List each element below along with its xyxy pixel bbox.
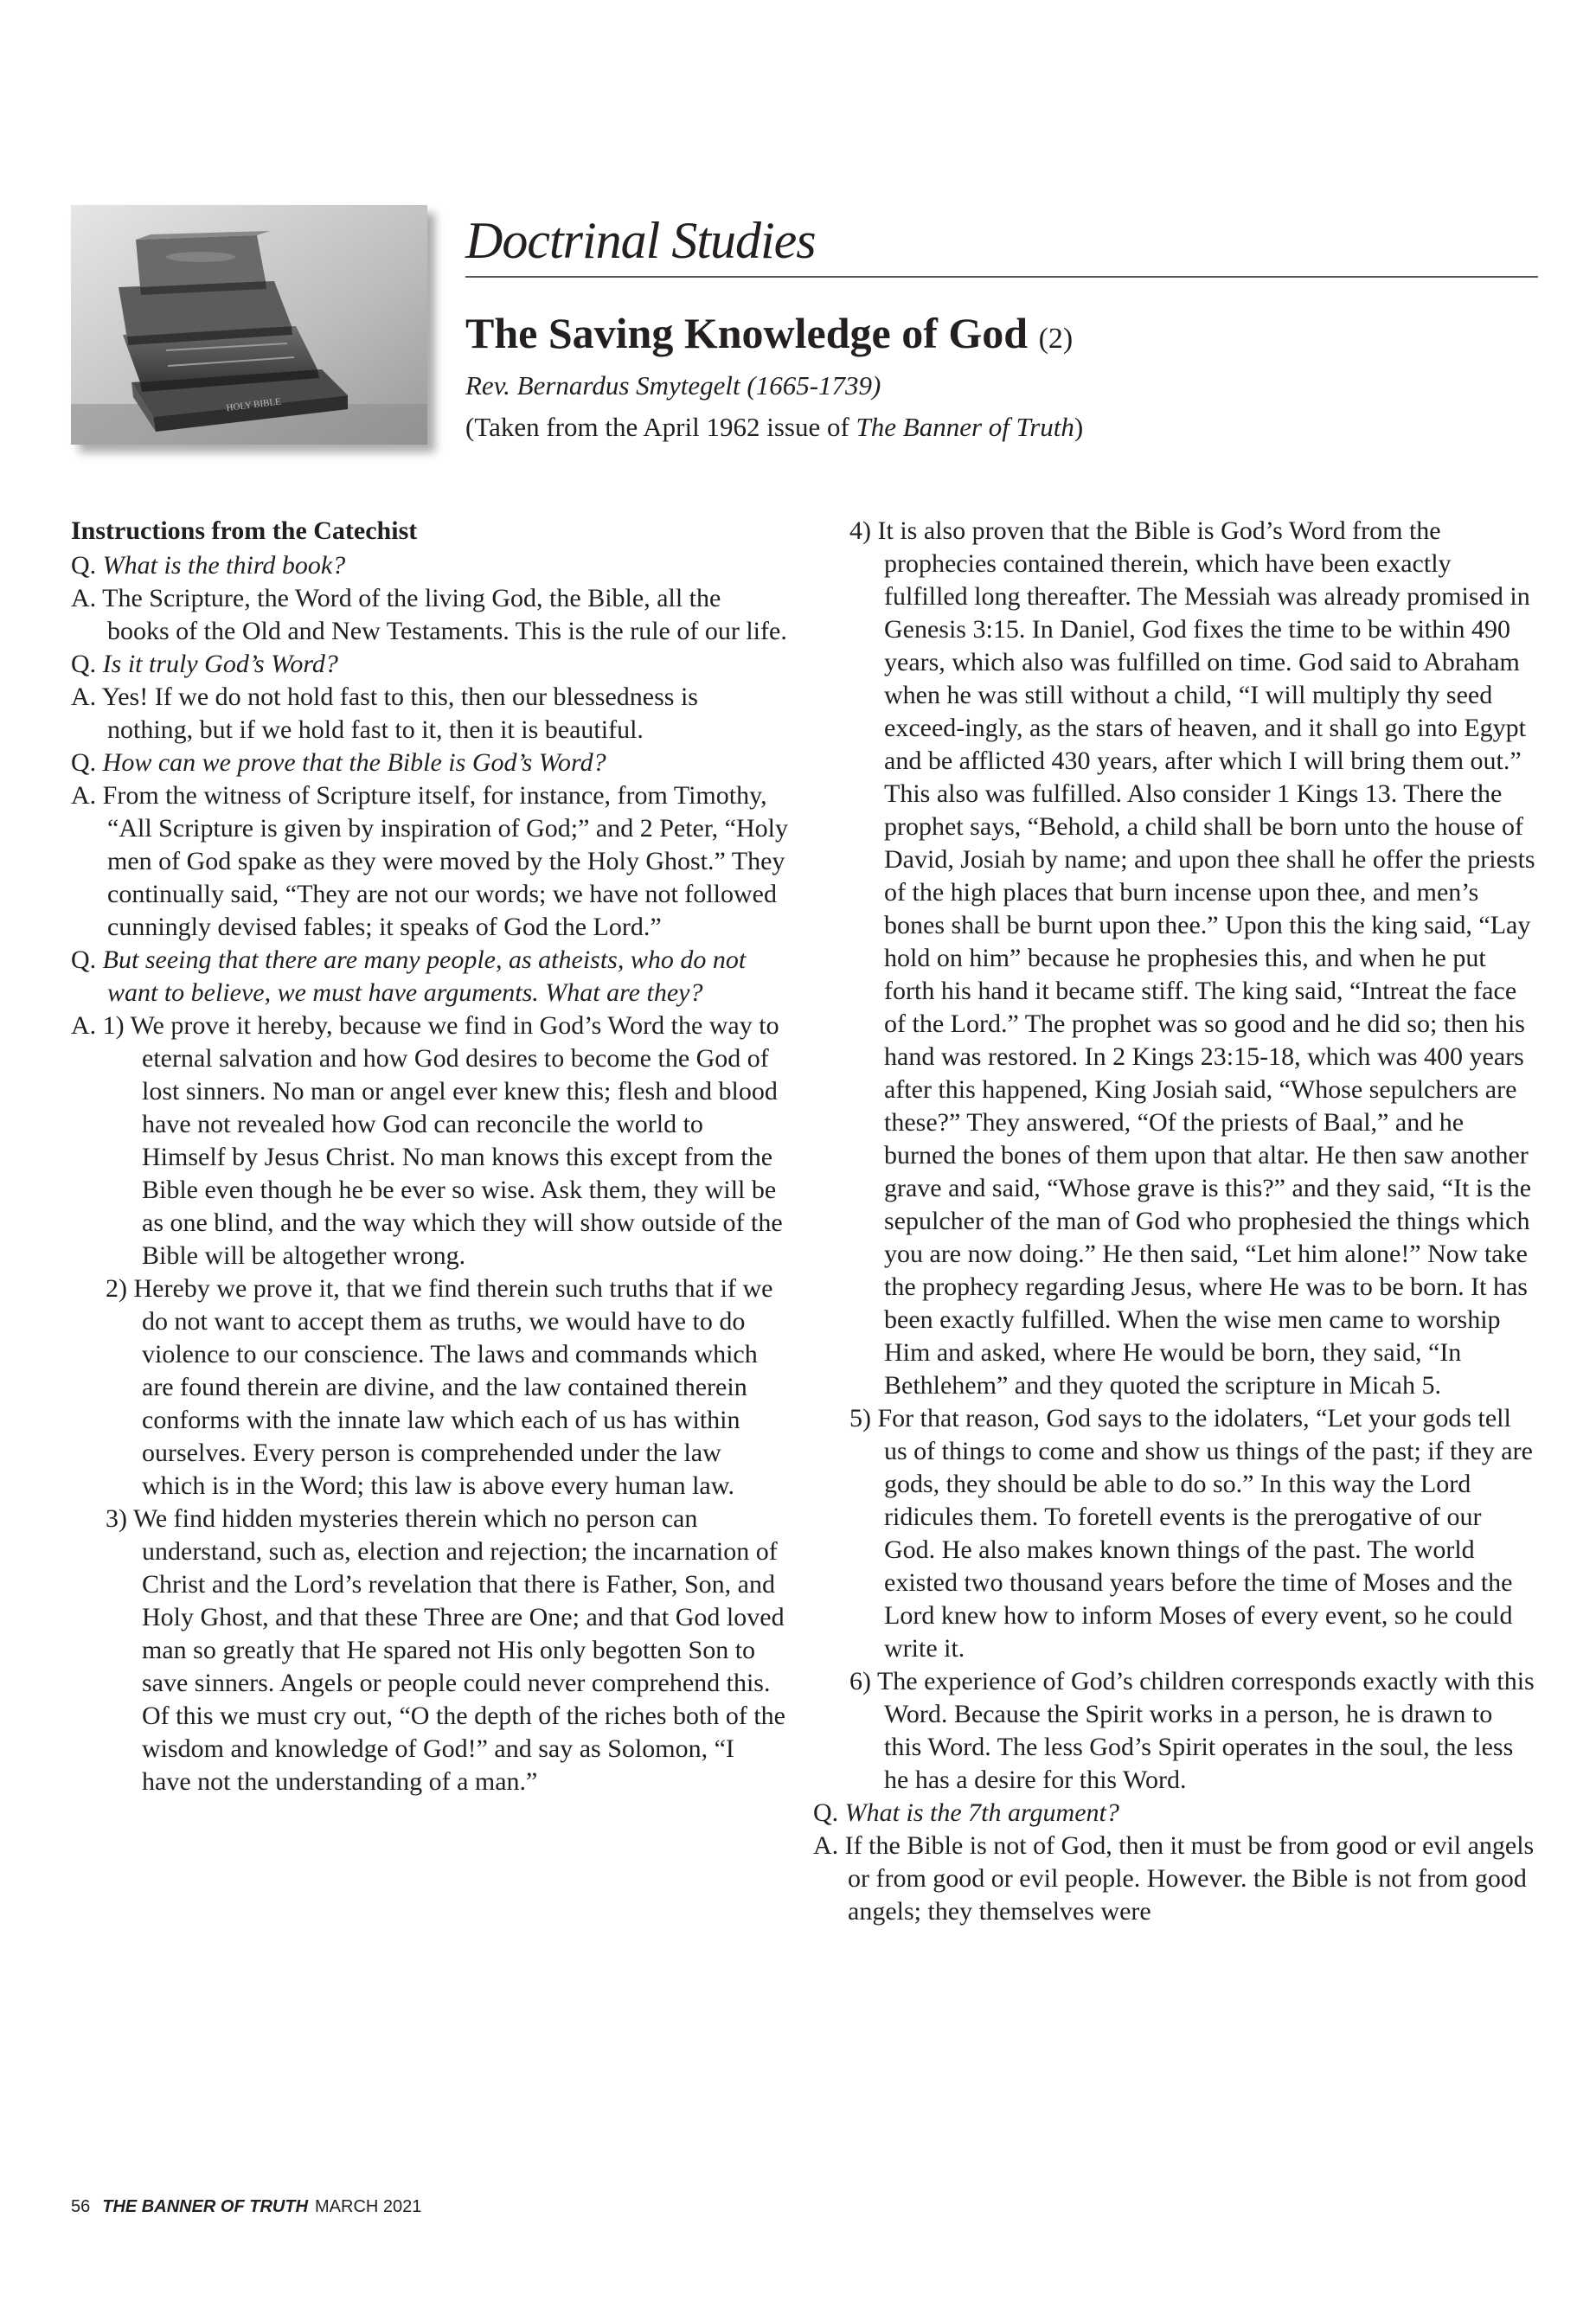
argument-1 — [71, 1009, 789, 1272]
answer-1 — [71, 582, 789, 648]
a-text: The Scripture, the Word of the living God, the Bible, all the books of the Old and New Testaments. This is the rule of our life. — [102, 584, 787, 645]
a-label: A. — [71, 683, 102, 711]
argument-6 — [813, 1665, 1535, 1797]
argument-5 — [813, 1402, 1535, 1665]
books-photo — [71, 205, 427, 445]
argument-text: We find hidden mysteries therein which no person can understand, such as, election and rejection; the incarnation of Christ and the Lord’s revelation that there is Father, Son, and Holy Ghost, and that these Three are One; and that God loved man so greatly that He spared not His only begotten Son to save sinners. Angels or people could never comprehend this. Of this we must cry out, “O the depth of the riches both of the wisdom and knowledge of God!” and say as Solomon, “I have not the understanding of a man.” — [132, 1504, 785, 1796]
magazine-name: THE BANNER OF TRUTH — [102, 2197, 309, 2216]
source-prefix: (Taken from the April 1962 issue of — [465, 412, 856, 442]
question-5 — [813, 1797, 1535, 1830]
question-2 — [71, 648, 789, 681]
argument-3 — [71, 1503, 789, 1798]
argument-number: 3) — [106, 1504, 133, 1533]
a-label: A. — [71, 584, 103, 612]
question-1 — [71, 549, 789, 582]
q-text: How can we prove that the Bible is God’s Word? — [102, 748, 606, 777]
a-text: If the Bible is not of God, then it must be from good or evil angels or from good or evil people. However. the Bible is not from good angels; they themselves were — [844, 1831, 1535, 1926]
page-footer — [71, 2197, 421, 2217]
source-publication: The Banner of Truth — [856, 412, 1074, 442]
article-title-text: The Saving Knowledge of God — [465, 309, 1029, 357]
section-title: Doctrinal Studies — [465, 212, 816, 269]
page-number: 56 — [71, 2197, 91, 2216]
header-rule — [465, 276, 1538, 278]
argument-text: The experience of God’s children corresponds exactly with this Word. Because the Spirit works in a person, he is drawn to this Word. The less God’s Spirit operates in the soul, the less he has a desire for this Word. — [876, 1667, 1535, 1794]
q-text: What is the third book? — [102, 551, 346, 580]
stacked-books-image — [71, 205, 427, 445]
argument-text: We prove it hereby, because we find in God’s Word the way to eternal salvation and how God desires to become the God of lost sinners. No man or angel ever knew this; flesh and blood have not revealed how God can reconcile the world to Himself by Jesus Christ. No man knows this except from the Bible even though he be ever so wise. Ask them, they will be as one blind, and the way which they will show outside of the Bible will be altogether wrong. — [130, 1011, 783, 1270]
argument-text: For that reason, God says to the idolaters, “Let your gods tell us of things to come and show us things of the past; if they are gods, they should be able to do so.” In this way the Lord ridicules them. To foretell events is the prerogative of our God. He also makes known things of the past. The world existed two thousand years before the time of Moses and the Lord knew how to inform Moses of every event, so he could write it. — [877, 1404, 1533, 1663]
answer-2 — [71, 681, 789, 747]
spine-text: HOLY BIBLE — [225, 396, 282, 413]
argument-4 — [813, 515, 1535, 1402]
issue-date: MARCH 2021 — [315, 2197, 422, 2216]
a-label: A. — [71, 781, 103, 810]
source-note — [465, 412, 1083, 443]
q-text: What is the 7th argument? — [844, 1798, 1119, 1827]
a-label: A. — [813, 1831, 845, 1860]
author-byline: Rev. Bernardus Smytegelt (1665-1739) — [465, 370, 881, 401]
a-label: A. — [71, 1011, 103, 1040]
answer-3 — [71, 779, 789, 944]
argument-number: 6) — [849, 1667, 877, 1695]
left-column — [71, 515, 789, 1798]
q-label: Q. — [71, 551, 103, 580]
argument-number: 2) — [106, 1274, 134, 1303]
argument-number: 4) — [849, 516, 878, 545]
question-4 — [71, 944, 789, 1009]
q-text: But seeing that there are many people, as atheists, who do not want to believe, we must have arguments. What are they? — [102, 945, 747, 1007]
right-column — [813, 515, 1535, 1928]
argument-number: 1) — [102, 1011, 131, 1040]
article-title — [465, 311, 1073, 355]
a-text: Yes! If we do not hold fast to this, then our blessedness is nothing, but if we hold fast to it, then it is beautiful. — [101, 683, 698, 744]
argument-2 — [71, 1272, 789, 1503]
q-label: Q. — [813, 1798, 845, 1827]
argument-text: It is also proven that the Bible is God’s Word from the prophecies contained therein, which have been exactly fulfilled long thereafter. The Messiah was already promised in Genesis 3:15. In Daniel, God fixes the time to be within 490 years, which also was fulfilled on time. God said to Abraham when he was still without a child, “I will multiply thy seed exceed-ingly, as the stars of heaven, and it shall go into Egypt and be afflicted 430 years, after which I will bring them out.” This also was fulfilled. Also consider 1 Kings 13. There the prophet says, “Behold, a child shall be born unto the house of David, Josiah by name; and upon thee shall he offer the priests of the high places that burn incense upon thee, and men’s bones shall be burnt upon thee.” Upon this the king said, “Lay hold on him” because he prophesies this, and when he put forth his hand it became stiff. The king said, “Intreat the face of the Lord.” The prophet was so good and he did so; then his hand was restored. In 2 Kings 23:15-18, which was 400 years after this happened, King Josiah said, “Whose sepulchers are these?” They answered, “Of the priests of Baal,” and he burned the bones of them upon that altar. He then saw another grave and said, “Whose grave is this?” and they said, “It is the sepulcher of the man of God who prophesied the things which you are now doing.” He then said, “Let him alone!” Now take the prophecy regarding Jesus, where He was to be born. It has been exactly fulfilled. When the wise men came to worship Him and asked, where He would be born, they said, “In Bethlehem” and they quoted the scripture in Micah 5. — [877, 516, 1535, 1400]
q-label: Q. — [71, 748, 103, 777]
a-text: From the witness of Scripture itself, for instance, from Timothy, “All Scripture is given by inspiration of God;” and 2 Peter, “Holy men of God spake as they were moved by the Holy Ghost.” They continually said, “They are not our words; we have not followed cunningly devised fables; it speaks of God the Lord.” — [102, 781, 788, 941]
answer-5 — [813, 1830, 1535, 1928]
q-label: Q. — [71, 945, 103, 974]
source-suffix: ) — [1074, 412, 1084, 442]
argument-number: 5) — [849, 1404, 878, 1433]
question-3 — [71, 747, 789, 779]
article-part: (2) — [1038, 323, 1074, 355]
q-text: Is it truly God’s Word? — [102, 650, 338, 678]
subhead: Instructions from the Catechist — [71, 516, 418, 545]
q-label: Q. — [71, 650, 103, 678]
argument-text: Hereby we prove it, that we find therein such truths that if we do not want to accept them as truths, we would have to do violence to our conscience. The laws and commands which are found therein are divine, and the law contained therein conforms with the innate law which each of us has within ourselves. Every person is comprehended under the law which is in the Word; this law is above every human law. — [133, 1274, 773, 1500]
